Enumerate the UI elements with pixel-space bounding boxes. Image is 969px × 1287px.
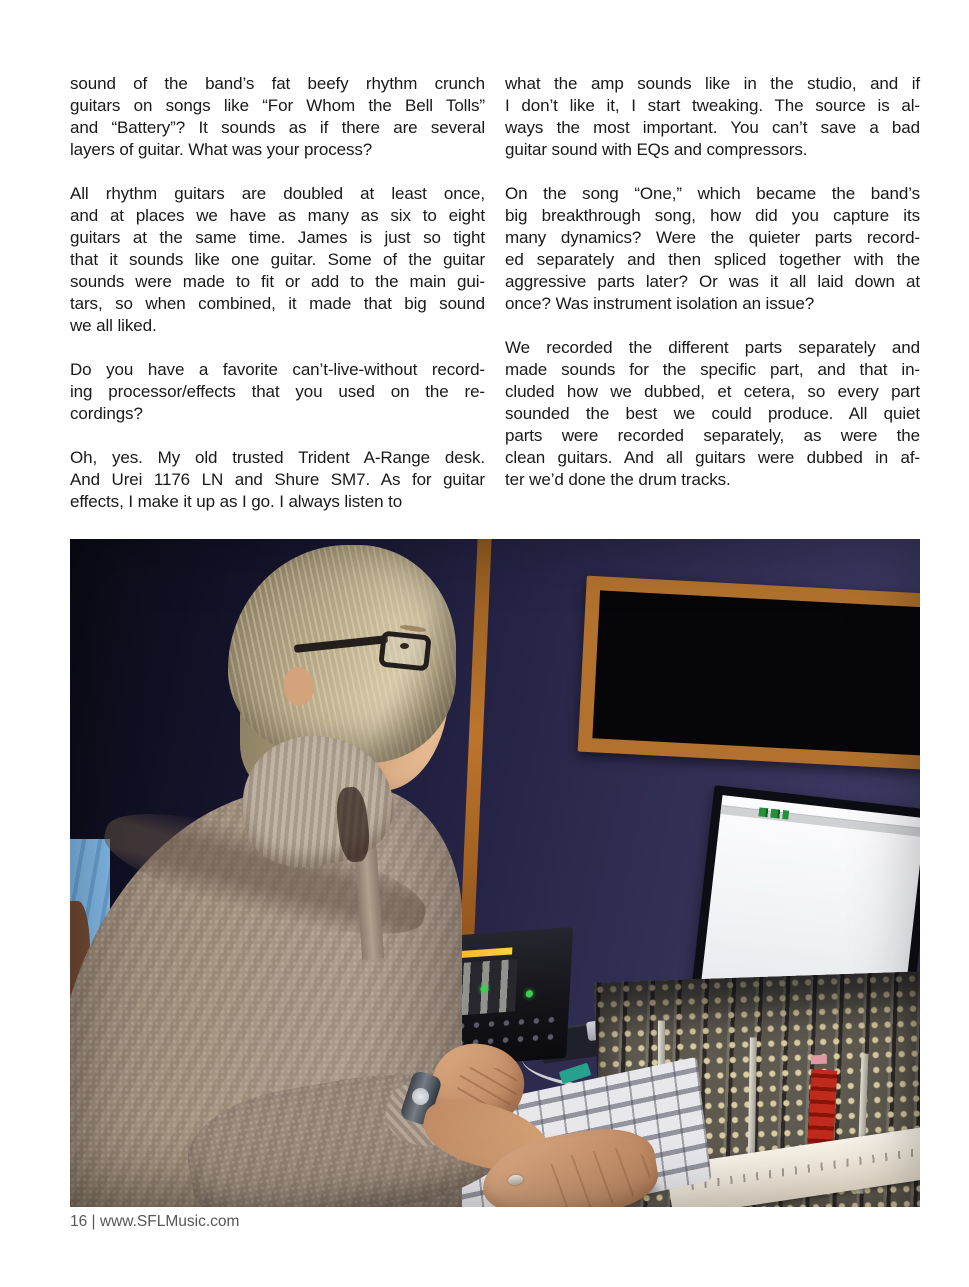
text-line: ed separately and then spliced together with the xyxy=(505,250,920,269)
text-line: layers of guitar. What was your process? xyxy=(70,140,373,159)
article-column-right xyxy=(505,73,920,535)
text-line: effects, I make it up as I go. I always listen to xyxy=(70,492,403,511)
paragraph xyxy=(505,73,920,161)
text-line: big breakthrough song, how did you capture its xyxy=(505,206,920,225)
text-line: Oh, yes. My old trusted Trident A-Range desk. xyxy=(70,448,485,467)
text-line: guitar sound with EQs and compressors. xyxy=(505,140,808,159)
text-line: clean guitars. And all guitars were dubbed in af- xyxy=(505,448,920,467)
text-line: parts were recorded separately, as were the xyxy=(505,426,920,445)
text-line: On the song “One,” which became the band’s xyxy=(505,184,920,203)
text-line: cordings? xyxy=(70,404,143,423)
paragraph xyxy=(70,359,485,425)
text-line: what the amp sounds like in the studio, and if xyxy=(505,74,920,93)
footer-url: www.SFLMusic.com xyxy=(99,1213,240,1230)
text-line: made sounds for the specific part, and that in- xyxy=(505,360,920,379)
article-column-left xyxy=(70,73,485,535)
text-line: that it sounds like one guitar. Some of the guitar xyxy=(70,250,485,269)
text-line: sounded the best we could produce. All quiet xyxy=(505,404,920,423)
text-line: sounds were made to fit or add to the main gui- xyxy=(70,272,485,291)
photo-vignette xyxy=(70,539,920,1207)
paragraph xyxy=(70,73,485,161)
text-line: we all liked. xyxy=(70,316,157,335)
article-body xyxy=(70,73,920,535)
text-line: ter we’d done the drum tracks. xyxy=(505,470,731,489)
text-line: cluded how we dubbed, et cetera, so every part xyxy=(505,382,920,401)
paragraph xyxy=(70,447,485,513)
page-footer xyxy=(70,1213,239,1231)
text-line: once? Was instrument isolation an issue? xyxy=(505,294,815,313)
text-line: ing processor/effects that you used on the re- xyxy=(70,382,485,401)
text-line: Do you have a favorite can’t-live-without record- xyxy=(70,360,485,379)
text-line: and at places we have as many as six to eight xyxy=(70,206,485,225)
paragraph xyxy=(505,183,920,315)
paragraph xyxy=(505,337,920,491)
paragraph xyxy=(70,183,485,337)
text-line: guitars at the same time. James is just so tight xyxy=(70,228,485,247)
text-line: tars, so when combined, it made that big sound xyxy=(70,294,485,313)
studio-photo xyxy=(70,539,920,1207)
footer-separator: | xyxy=(87,1213,100,1230)
page-number: 16 xyxy=(70,1213,88,1230)
text-line: We recorded the different parts separately and xyxy=(505,338,920,357)
text-line: sound of the band’s fat beefy rhythm crunch xyxy=(70,74,485,93)
text-line: aggressive parts later? Or was it all laid down at xyxy=(505,272,920,291)
text-line: And Urei 1176 LN and Shure SM7. As for guitar xyxy=(70,470,485,489)
text-line: and “Battery”? It sounds as if there are several xyxy=(70,118,485,137)
text-line: guitars on songs like “For Whom the Bell Tolls” xyxy=(70,96,485,115)
text-line: ways the most important. You can’t save a bad xyxy=(505,118,920,137)
text-line: I don’t like it, I start tweaking. The source is al- xyxy=(505,96,920,115)
text-line: many dynamics? Were the quieter parts record- xyxy=(505,228,920,247)
text-line: All rhythm guitars are doubled at least once, xyxy=(70,184,485,203)
